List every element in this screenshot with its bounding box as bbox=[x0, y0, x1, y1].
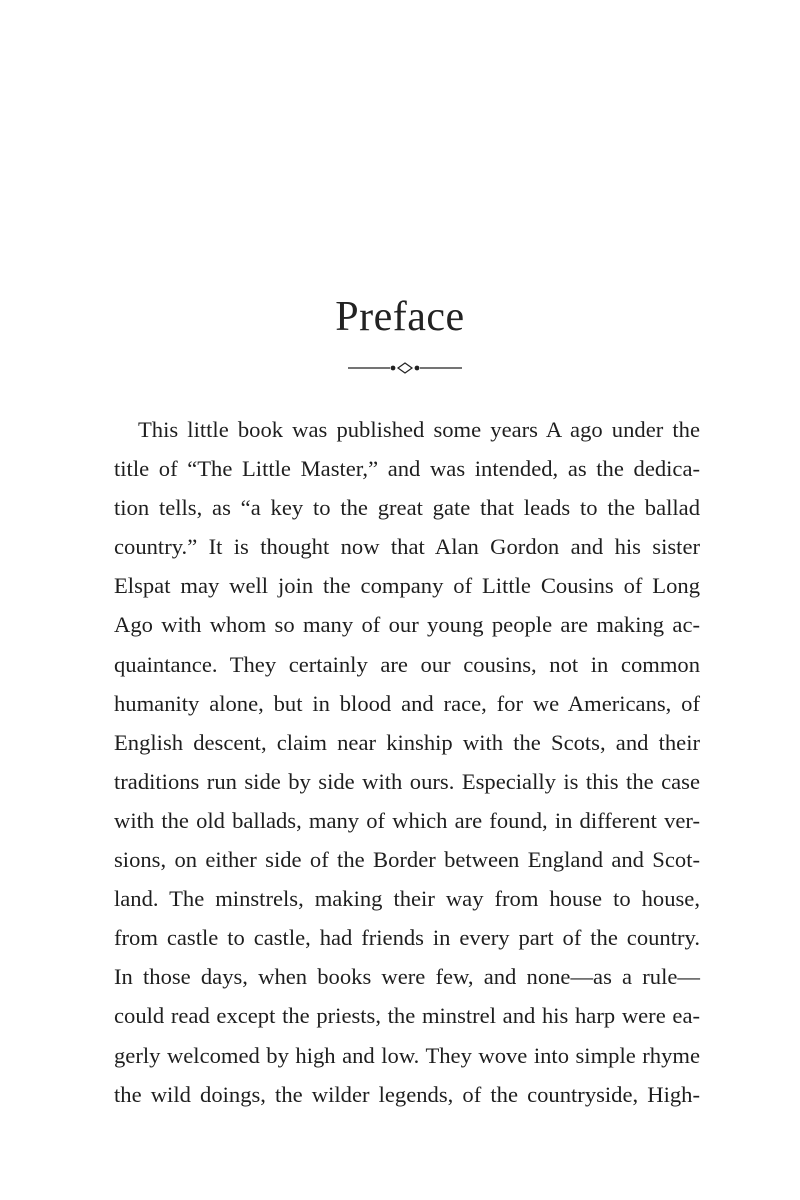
text-line: quaintance. They certainly are our cousins, not in common bbox=[114, 651, 700, 677]
text-line: humanity alone, but in blood and race, for we Americans, of bbox=[114, 690, 700, 716]
preface-paragraph bbox=[114, 410, 700, 1114]
text-line: gerly welcomed by high and low. They wove into simple rhyme bbox=[114, 1042, 700, 1068]
text-line: sions, on either side of the Border between England and Scot- bbox=[114, 847, 700, 873]
text-line: tion tells, as “a key to the great gate that leads to the ballad bbox=[114, 495, 700, 521]
fleuron-divider-icon bbox=[346, 358, 464, 378]
text-line: Elspat may well join the company of Little Cousins of Long bbox=[114, 573, 700, 599]
text-line: In those days, when books were few, and none—as a rule— bbox=[114, 964, 700, 990]
text-line: traditions run side by side with ours. Especially is this the case bbox=[114, 768, 700, 794]
text-line: Ago with whom so many of our young people are making ac- bbox=[114, 612, 700, 638]
page-title: Preface bbox=[335, 294, 465, 340]
text-line: land. The minstrels, making their way from house to house, bbox=[114, 886, 700, 912]
text-line: English descent, claim near kinship with the Scots, and their bbox=[114, 729, 700, 755]
text-line: title of “The Little Master,” and was intended, as the dedica- bbox=[114, 456, 700, 482]
text-line: from castle to castle, had friends in every part of the country. bbox=[114, 925, 700, 951]
text-line: This little book was published some years A ago under the bbox=[138, 417, 700, 442]
text-line: the wild doings, the wilder legends, of the countryside, High- bbox=[114, 1081, 700, 1107]
text-line: could read except the priests, the minstrel and his harp were ea- bbox=[114, 1003, 700, 1029]
text-line: with the old ballads, many of which are found, in different ver- bbox=[114, 807, 700, 833]
text-line: country.” It is thought now that Alan Gordon and his sister bbox=[114, 534, 700, 560]
